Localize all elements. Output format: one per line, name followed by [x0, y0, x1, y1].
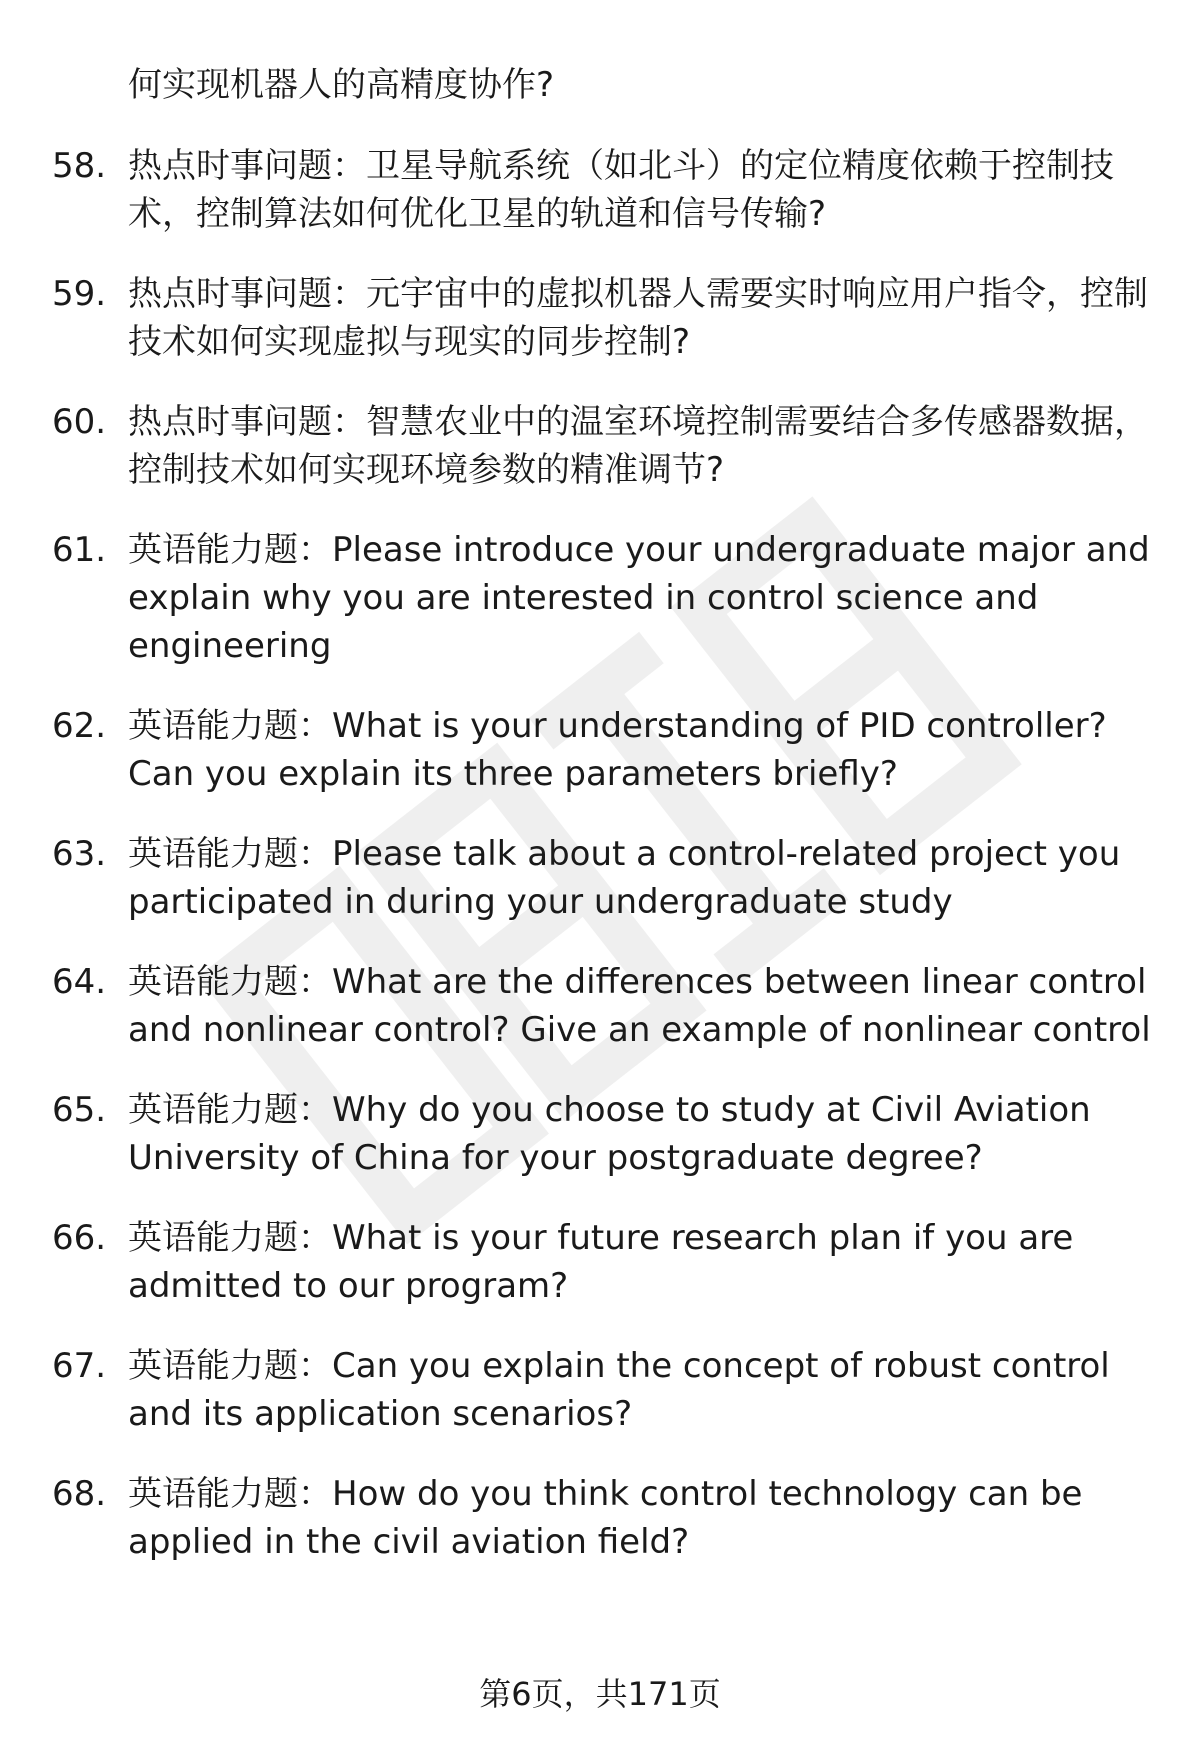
- question-number: 65.: [52, 1090, 107, 1130]
- question-item: [0, 1086, 1200, 1182]
- question-category: 英语能力题：: [128, 706, 332, 746]
- question-number: 66.: [52, 1218, 107, 1258]
- question-item: [0, 1342, 1200, 1438]
- question-text: What are the differences between linear control and nonlinear control? Give an example of nonlinear control: [128, 962, 1151, 1050]
- question-category: 英语能力题：: [128, 1346, 332, 1386]
- question-number: 61.: [52, 530, 107, 570]
- question-item: [0, 1214, 1200, 1310]
- question-number: 60.: [52, 402, 107, 442]
- question-category: 英语能力题：: [128, 1474, 332, 1514]
- question-number: 63.: [52, 834, 107, 874]
- question-category: 英语能力题：: [128, 834, 332, 874]
- question-number: 62.: [52, 706, 107, 746]
- question-number: 58.: [52, 146, 107, 186]
- question-item: [0, 1470, 1200, 1566]
- page-footer: 第6页，共171页: [479, 1675, 721, 1713]
- question-number: 64.: [52, 962, 107, 1002]
- question-text: Please introduce your undergraduate major and explain why you are interested in control science and engineering: [128, 530, 1150, 666]
- question-text: How do you think control technology can be applied in the civil aviation field?: [128, 1474, 1083, 1562]
- question-category: 热点时事问题：: [128, 274, 366, 314]
- question-category: 英语能力题：: [128, 1090, 332, 1130]
- question-item: [0, 958, 1200, 1054]
- question-item: [0, 142, 1200, 238]
- question-item: [0, 830, 1200, 926]
- question-text: 卫星导航系统（如北斗）的定位精度依赖于控制技术，控制算法如何优化卫星的轨道和信号传输?: [128, 146, 1114, 234]
- question-text: Please talk about a control-related project you participated in during your undergraduate study: [128, 834, 1121, 922]
- question-text: 元宇宙中的虚拟机器人需要实时响应用户指令，控制技术如何实现虚拟与现实的同步控制?: [128, 274, 1148, 362]
- question-text: Why do you choose to study at Civil Aviation University of China for your postgraduate degree?: [128, 1090, 1091, 1178]
- question-text: What is your future research plan if you are admitted to our program?: [128, 1218, 1074, 1306]
- question-text: What is your understanding of PID controller? Can you explain its three parameters briefly?: [128, 706, 1107, 794]
- question-number: 59.: [52, 274, 107, 314]
- question-item: [0, 270, 1200, 366]
- question-category: 热点时事问题：: [128, 146, 366, 186]
- question-item: [0, 702, 1200, 798]
- question-text: 智慧农业中的温室环境控制需要结合多传感器数据，控制技术如何实现环境参数的精准调节?: [128, 402, 1148, 490]
- question-list: [0, 142, 1200, 1598]
- question-number: 68.: [52, 1474, 107, 1514]
- question-number: 67.: [52, 1346, 107, 1386]
- continued-question-text: 何实现机器人的高精度协作?: [128, 65, 555, 105]
- question-category: 英语能力题：: [128, 530, 332, 570]
- question-item: [0, 526, 1200, 670]
- question-item: [0, 398, 1200, 494]
- question-text: Can you explain the concept of robust control and its application scenarios?: [128, 1346, 1110, 1434]
- question-category: 英语能力题：: [128, 1218, 332, 1258]
- question-category: 热点时事问题：: [128, 402, 366, 442]
- question-category: 英语能力题：: [128, 962, 332, 1002]
